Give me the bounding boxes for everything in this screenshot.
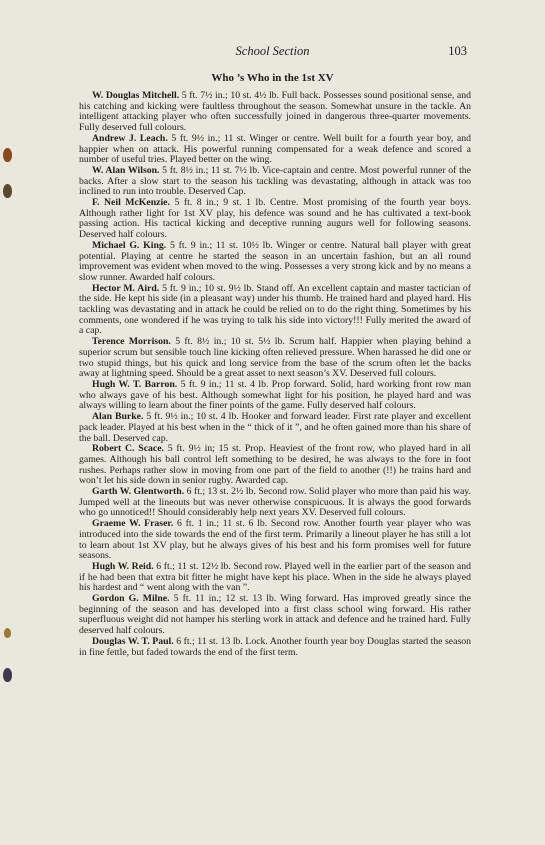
player-description: 5 ft. 9 in.; 11 st. 4 lb. Prop forward. Solid, hard working front row man who always gave of his best. Although somewhat light for his position, he played hard and was always willing to learn about the finer points of the game. Fully deserved half colours. xyxy=(79,378,471,412)
player-name: Terence Morrison. xyxy=(92,336,171,348)
player-entry xyxy=(79,487,471,519)
player-entry xyxy=(79,519,471,562)
player-description: 6 ft. 1 in.; 11 st. 6 lb. Second row. Another fourth year player who was introduced into the side towards the end of the first term. Primarily a lineout player he has still a lot to learn about 1st XV play, but he always gives of his best and his form promises well for future seasons. xyxy=(79,518,471,562)
binding-mark xyxy=(3,184,12,198)
player-entry xyxy=(79,637,471,658)
player-description: 5 ft. 9½ in.; 11 st. Winger or centre. Well built for a fourth year boy, and happier when on attack. His powerful running compensated for a weak defence and scored a number of useful tries. Played better on the wing. xyxy=(79,132,471,166)
player-entry xyxy=(79,562,471,594)
player-description: 5 ft. 11 in.; 12 st. 13 lb. Wing forward. Has improved greatly since the beginning of the season and has developed into a first class school wing forward. His rather superfluous weight did not hamper his sterling work in attack and defence and he trained hard. Fully deserved half colours. xyxy=(79,593,471,637)
player-name: Hugh W. Reid. xyxy=(92,560,154,572)
article-body xyxy=(79,91,471,658)
page-number: 103 xyxy=(448,44,467,58)
player-name: Robert C. Scace. xyxy=(92,443,164,455)
player-description: 5 ft. 9 in.; 11 st. 10½ lb. Winger or centre. Natural ball player with great potential. Playing at centre he started the season in an uncertain fashion, but an all round improvement was evident when moved to the wing. Possesses a very strong kick and by no means a slow runner. Awarded half colours. xyxy=(79,239,471,283)
player-description: 5 ft. 9 in.; 10 st. 9½ lb. Stand off. An excellent captain and master tactician of the side. He kept his side (in a pleasant way) under his thumb. He trained hard and played hard. His tackling was devastating and in attack he could be relied on to do the right thing. Sometimes by his comments, one wondered if he was trying to talk his side into victory!!! Fully merited the award of a cap. xyxy=(79,282,471,337)
player-name: Gordon G. Milne. xyxy=(92,593,170,605)
binding-mark xyxy=(4,628,11,638)
running-head: School Section xyxy=(235,44,310,58)
binding-mark xyxy=(3,148,12,162)
player-name: W. Alan Wilson. xyxy=(92,164,160,176)
player-description: 5 ft. 9½ in; 15 st. Prop. Heaviest of the front row, who played hard in all games. Although his ball control left something to be desired, he was always to the fore in foot rushes. Perhaps rather slow in moving from one part of the field to another (!!) he trains hard and won’t let his side down in senior rugby. Awarded cap. xyxy=(79,443,472,487)
player-entry xyxy=(79,198,471,241)
binding-mark xyxy=(3,668,12,682)
section-title: Who ’s Who in the 1st XV xyxy=(211,72,334,84)
player-entry xyxy=(79,444,471,487)
player-name: Graeme W. Fraser. xyxy=(92,518,174,530)
player-description: 6 ft.; 11 st. 13 lb. Lock. Another fourth year boy Douglas started the season in fine fettle, but faded towards the end of the first term. xyxy=(79,635,471,658)
player-description: 5 ft. 9½ in.; 10 st. 4 lb. Hooker and forward leader. First rate player and excellent pack leader. Played at his best when in the “ thick of it ”, and he often gained more than his share of the ball. Deserved cap. xyxy=(79,411,471,444)
player-entry xyxy=(79,412,471,444)
player-entry xyxy=(79,166,471,198)
player-name: W. Douglas Mitchell. xyxy=(92,90,180,101)
player-entry xyxy=(79,594,471,637)
player-name: F. Neil McKenzie. xyxy=(92,197,170,209)
player-description: 5 ft. 8½ in.; 11 st. 7½ lb. Vice-captain and centre. Most powerful runner of the backs. After a slow start to the season his tackling was devastating, although in attack was too inclined to run into trouble. Deserved Cap. xyxy=(79,164,471,198)
player-description: 6 ft.; 13 st. 2½ lb. Second row. Solid player who more than paid his way. Jumped well at the lineouts but was never otherwise conspicuous. It is always the good forwards who go unnoticed!! Should considerably help next years XV. Deserved full colours. xyxy=(79,486,471,519)
player-description: 6 ft.; 11 st. 12½ lb. Second row. Played well in the earlier part of the season and if he had been that extra bit fitter he might have kept his place. When in the side he always played his hardest and “ went along with the van ”. xyxy=(79,560,471,594)
player-name: Hugh W. T. Barron. xyxy=(92,378,178,390)
player-name: Andrew J. Leach. xyxy=(92,132,168,144)
player-description: 5 ft. 7½ in.; 10 st. 4½ lb. Full back. Possesses sound positional sense, and his catching and kicking were faultless throughout the season. Somewhat unsure in the tackle. An intelligent attacking player who often successfully joined in dangerous three-quarter movements. Fully deserved full colours. xyxy=(79,90,472,134)
player-name: Garth W. Glentworth. xyxy=(92,486,185,498)
page-header xyxy=(0,44,545,60)
player-name: Hector M. Aird. xyxy=(92,282,160,294)
player-entry xyxy=(79,284,471,338)
player-description: 5 ft. 8½ in.; 10 st. 5½ lb. Scrum half. Happier when playing behind a superior scrum but sensible touch line kicking often relieved pressure. When harassed he did one or two stupid things, but his quick and long service from the base of the scrum often let the backs away at lightning speed. Should be a great asset to next season’s XV. Deserved full colours. xyxy=(79,336,471,380)
player-name: Douglas W. T. Paul. xyxy=(92,635,174,647)
player-entry xyxy=(79,241,471,284)
player-entry xyxy=(79,380,471,412)
player-name: Michael G. King. xyxy=(92,239,167,251)
player-entry xyxy=(79,91,471,134)
player-description: 5 ft. 8 in.; 9 st. 1 lb. Centre. Most promising of the fourth year boys. Although rather light for 1st XV play, his defence was sound and he has cultivated a text-book passing action. His tactical kicking and deceptive running augurs well for following seasons. Deserved half colours. xyxy=(79,197,471,241)
player-entry xyxy=(79,134,471,166)
player-name: Alan Burke. xyxy=(92,411,144,423)
player-entry xyxy=(79,337,471,380)
